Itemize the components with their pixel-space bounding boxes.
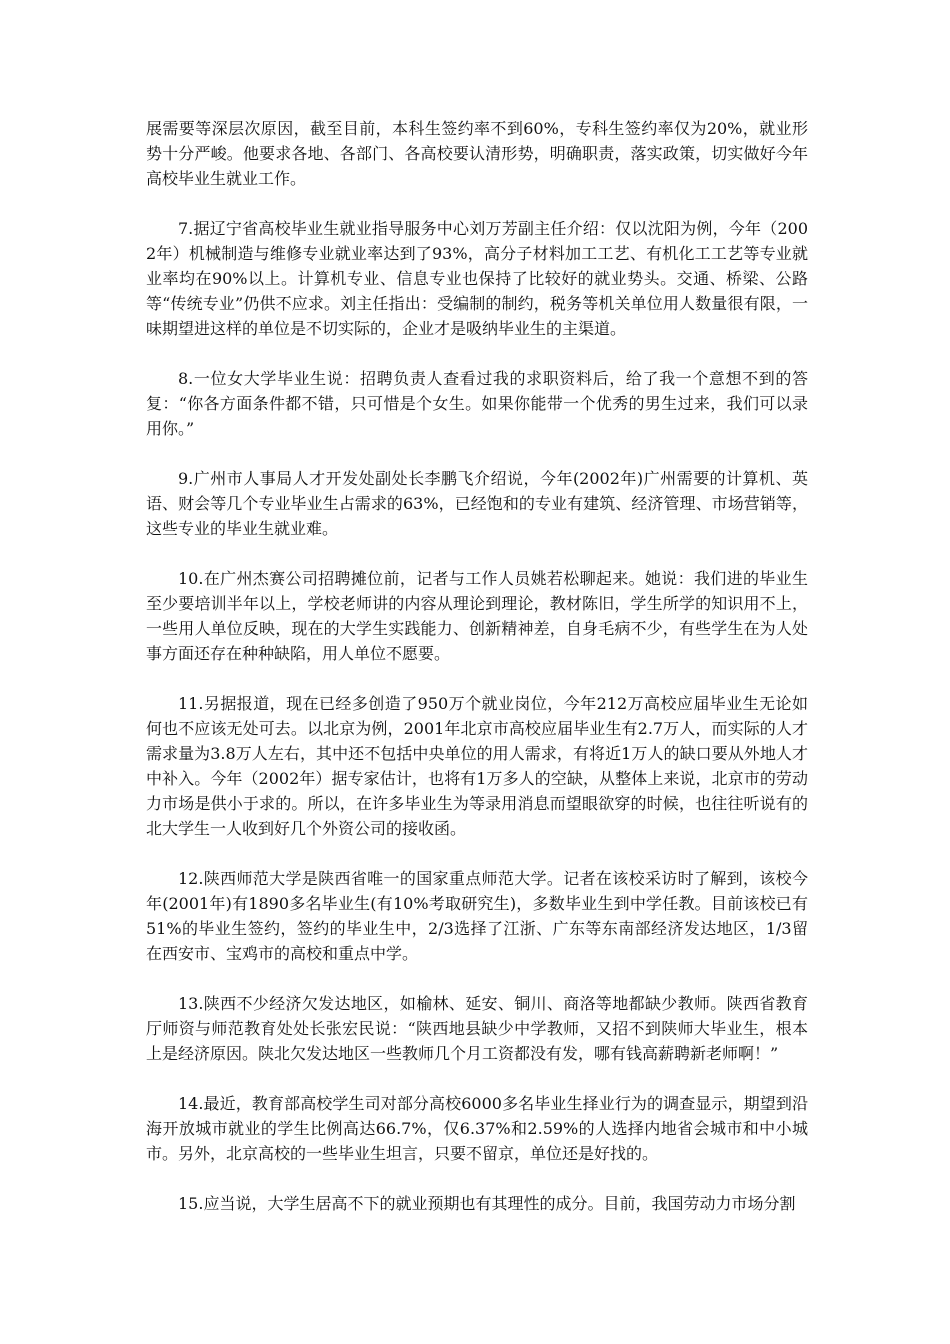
paragraph-9: 9.广州市人事局人才开发处副处长李鹏飞介绍说，今年(2002年)广州需要的计算机、英语、财会等几个专业毕业生占需求的63%，已经饱和的专业有建筑、经济管理、市场营销等，这些专业的毕业生就业难。 (146, 469, 808, 538)
paragraph-7: 7.据辽宁省高校毕业生就业指导服务中心刘万芳副主任介绍：仅以沈阳为例，今年（2002年）机械制造与维修专业就业率达到了93%，高分子材料加工工艺、有机化工工艺等专业就业率均在90%以上。计算机专业、信息专业也保持了比较好的就业势头。交通、桥梁、公路等“传统专业”仍供不应求。刘主任指出：受编制的制约，税务等机关单位用人数量很有限，一味期望进这样的单位是不切实际的，企业才是吸纳毕业生的主渠道。 (146, 219, 808, 338)
paragraph-11: 11.另据报道，现在已经多创造了950万个就业岗位，今年212万高校应届毕业生无论如何也不应该无处可去。以北京为例，2001年北京市高校应届毕业生有2.7万人，而实际的人才需求量为3.8万人左右，其中还不包括中央单位的用人需求，有将近1万人的缺口要从外地人才中补入。今年（2002年）据专家估计，也将有1万多人的空缺，从整体上来说，北京市的劳动力市场是供小于求的。所以，在许多毕业生为等录用消息而望眼欲穿的时候，也往往听说有的北大学生一人收到好几个外资公司的接收函。 (146, 694, 808, 838)
paragraph-13: 13.陕西不少经济欠发达地区，如榆林、延安、铜川、商洛等地都缺少教师。陕西省教育厅师资与师范教育处处长张宏民说：“陕西地县缺少中学教师，又招不到陕师大毕业生，根本上是经济原因。陕北欠发达地区一些教师几个月工资都没有发，哪有钱高薪聘新老师啊！” (146, 994, 808, 1063)
paragraph-12: 12.陕西师范大学是陕西省唯一的国家重点师范大学。记者在该校采访时了解到，该校今年(2001年)有1890多名毕业生(有10%考取研究生)，多数毕业生到中学任教。目前该校已有51%的毕业生签约，签约的毕业生中，2/3选择了江浙、广东等东南部经济发达地区，1/3留在西安市、宝鸡市的高校和重点中学。 (146, 869, 808, 963)
paragraph-10: 10.在广州杰赛公司招聘摊位前，记者与工作人员姚若松聊起来。她说：我们进的毕业生至少要培训半年以上，学校老师讲的内容从理论到理论，教材陈旧，学生所学的知识用不上，一些用人单位反映，现在的大学生实践能力、创新精神差，自身毛病不少，有些学生在为人处事方面还存在种种缺陷，用人单位不愿要。 (146, 569, 808, 663)
paragraph-15: 15.应当说，大学生居高不下的就业预期也有其理性的成分。目前，我国劳动力市场分割 (178, 1194, 796, 1213)
document-page (146, 116, 808, 1241)
paragraph-continued: 展需要等深层次原因，截至目前，本科生签约率不到60%，专科生签约率仅为20%，就业形势十分严峻。他要求各地、各部门、各高校要认清形势，明确职责，落实政策，切实做好今年高校毕业生就业工作。 (146, 119, 808, 188)
paragraph-14: 14.最近，教育部高校学生司对部分高校6000多名毕业生择业行为的调查显示，期望到沿海开放城市就业的学生比例高达66.7%，仅6.37%和2.59%的人选择内地省会城市和中小城市。另外，北京高校的一些毕业生坦言，只要不留京，单位还是好找的。 (146, 1094, 808, 1163)
paragraph-8: 8.一位女大学毕业生说：招聘负责人查看过我的求职资料后，给了我一个意想不到的答复：“你各方面条件都不错，只可惜是个女生。如果你能带一个优秀的男生过来，我们可以录用你。” (146, 369, 808, 438)
